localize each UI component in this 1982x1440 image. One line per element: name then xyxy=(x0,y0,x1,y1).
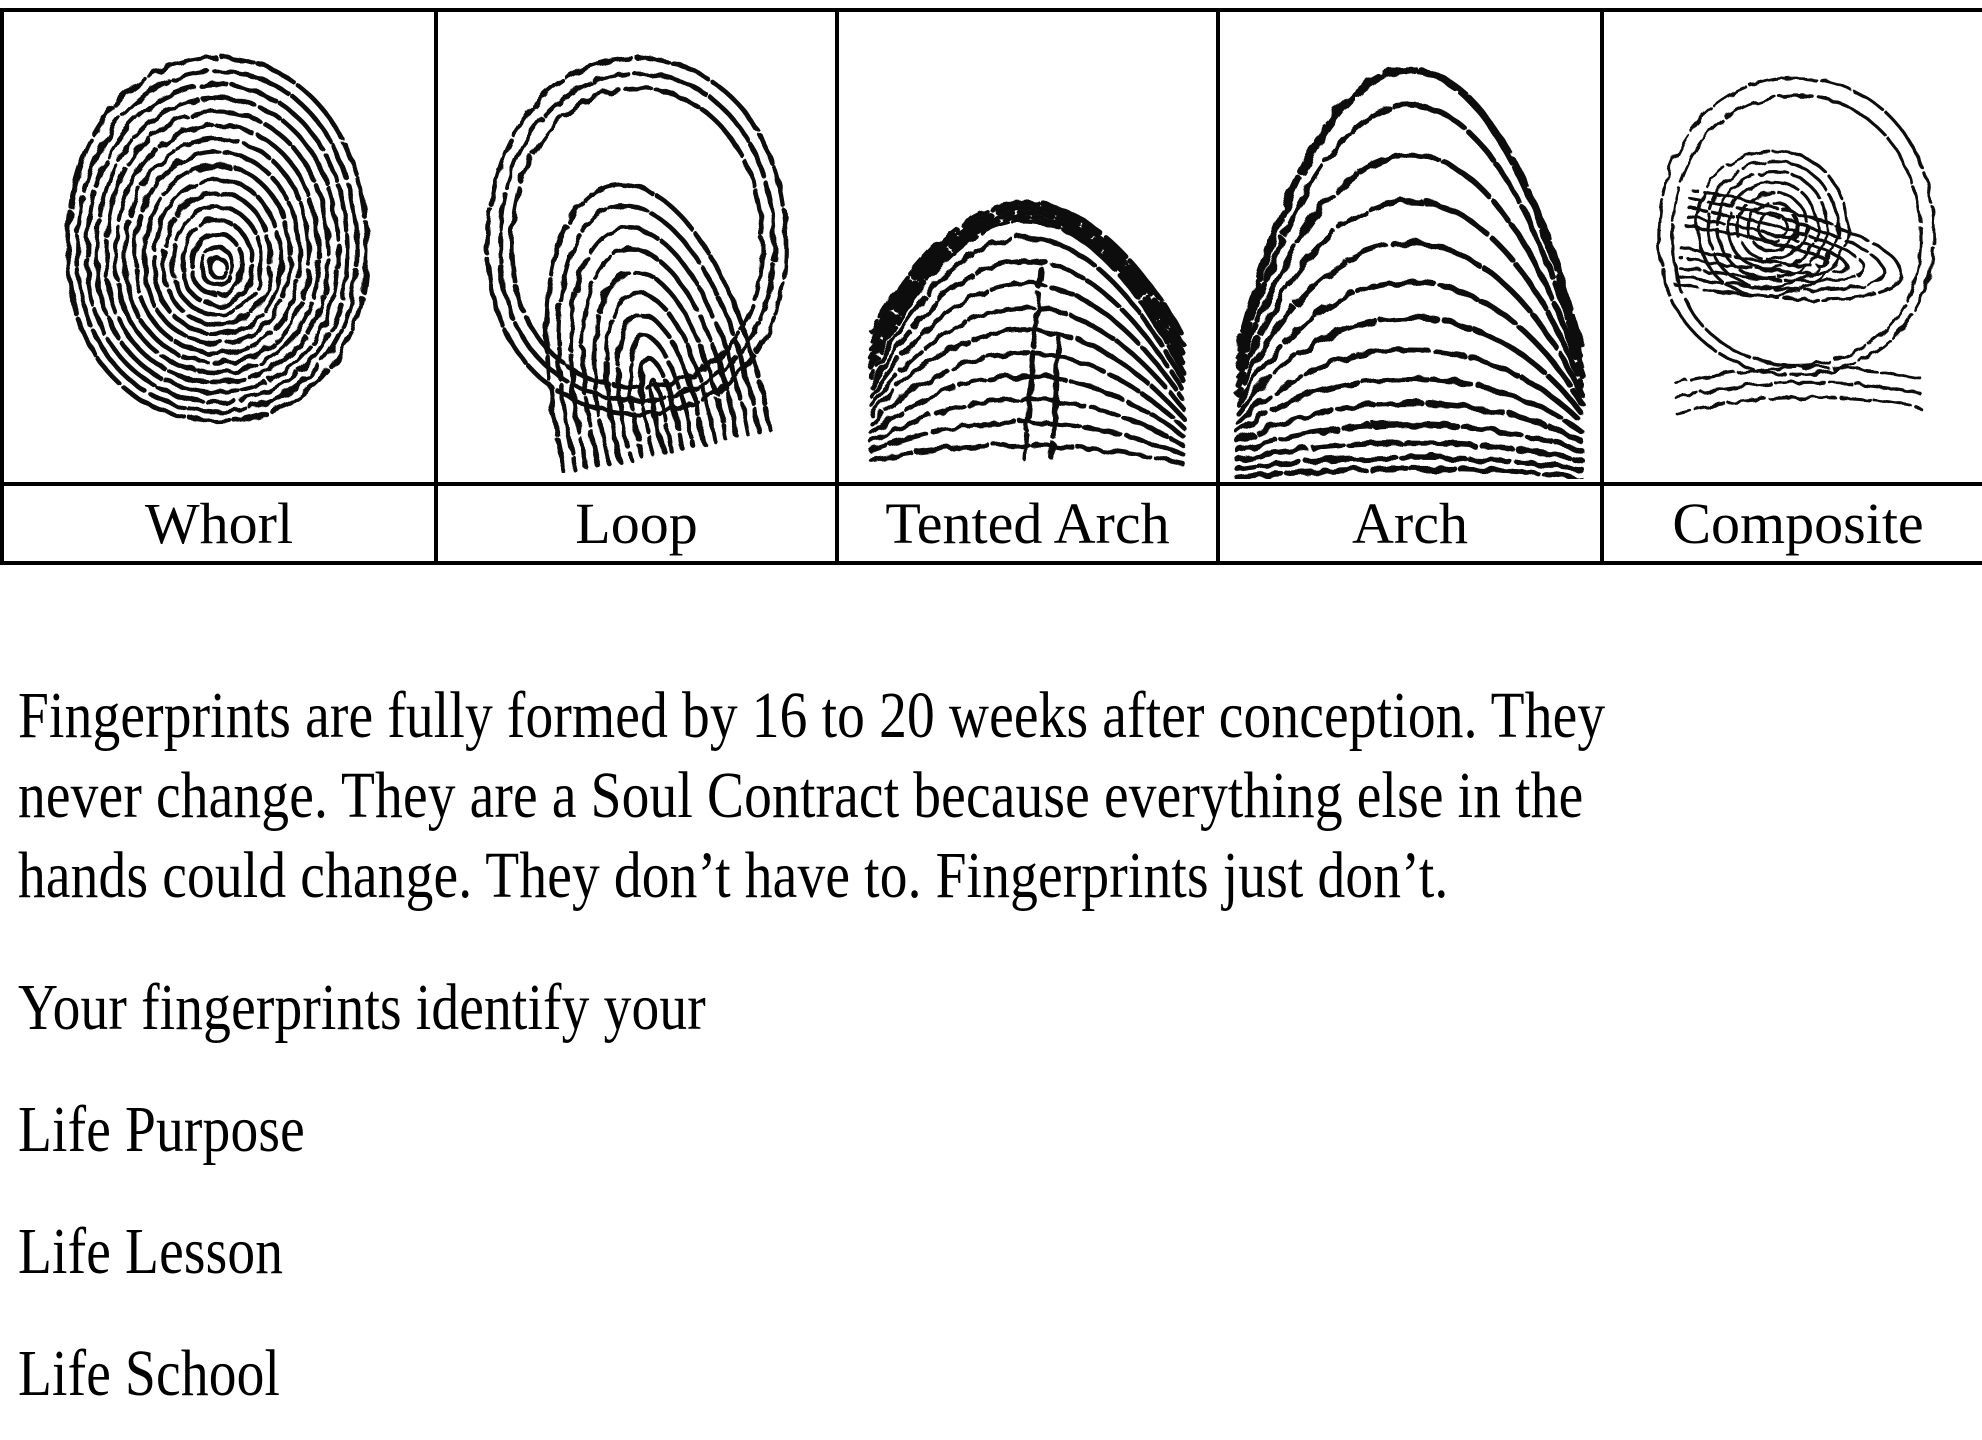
label-cell-composite xyxy=(1602,484,1982,563)
paragraph-fingerprint-facts xyxy=(18,676,1968,916)
paragraph-line-2: never change. They are a Soul Contract because everything else in the xyxy=(18,759,1584,832)
item-life-purpose: Life Purpose xyxy=(18,1093,305,1166)
paragraph-line-3: hands could change. They don’t have to. Fingerprints just don’t. xyxy=(18,839,1449,912)
fingerprint-cell-arch xyxy=(1218,10,1602,484)
tented-arch-label: Tented Arch xyxy=(885,491,1170,556)
composite-label: Composite xyxy=(1672,491,1924,556)
arch-label: Arch xyxy=(1352,491,1468,556)
loop-fingerprint-image xyxy=(438,12,835,482)
tented-arch-fingerprint-image xyxy=(839,12,1216,482)
body-text xyxy=(18,676,1968,1414)
whorl-fingerprint-image xyxy=(4,12,434,482)
intro-line: Your fingerprints identify your xyxy=(18,971,706,1044)
label-cell-whorl xyxy=(2,484,436,563)
label-cell-loop xyxy=(436,484,837,563)
fingerprint-image-row xyxy=(2,10,1982,484)
fingerprint-cell-loop xyxy=(436,10,837,484)
paragraph-line-1: Fingerprints are fully formed by 16 to 20 weeks after conception. They xyxy=(18,679,1606,752)
whorl-label: Whorl xyxy=(144,491,294,556)
arch-fingerprint-image xyxy=(1220,12,1600,482)
fingerprint-table xyxy=(0,8,1982,565)
item-life-lesson: Life Lesson xyxy=(18,1215,284,1288)
composite-fingerprint-image xyxy=(1604,12,1982,482)
fingerprint-cell-composite xyxy=(1602,10,1982,484)
fingerprint-label-row xyxy=(2,484,1982,563)
label-cell-tented-arch xyxy=(837,484,1218,563)
item-life-school: Life School xyxy=(18,1337,281,1410)
label-cell-arch xyxy=(1218,484,1602,563)
fingerprint-cell-whorl xyxy=(2,10,436,484)
fingerprint-cell-tented-arch xyxy=(837,10,1218,484)
loop-label: Loop xyxy=(575,491,698,556)
